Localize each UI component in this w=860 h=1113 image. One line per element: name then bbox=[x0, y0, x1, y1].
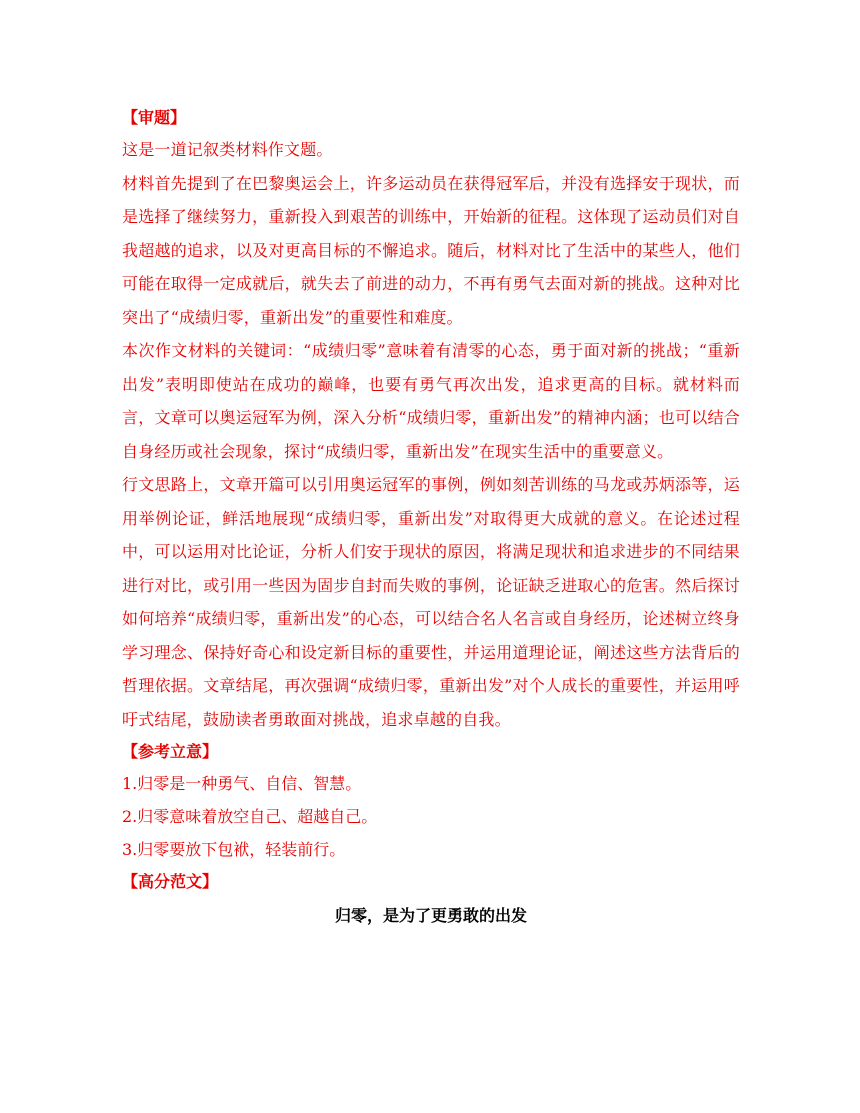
sample-heading: 【高分范文】 bbox=[122, 872, 219, 891]
reference-point-2: 2.归零意味着放空自己、超越自己。 bbox=[122, 807, 378, 826]
reference-point-3: 3.归零要放下包袱，轻装前行。 bbox=[122, 840, 346, 859]
review-keywords-paragraph: 本次作文材料的关键词：“成绩归零”意味着有清零的心态，勇于面对新的挑战；“重新出发”表明即使站在成功的巅峰，也要有勇气再次出发，追求更高的目标。就材料而言，文章可以奥运冠军为例，深入分析“成绩归零，重新出发”的精神内涵；也可以结合自身经历或社会现象，探讨“成绩归零，重新出发”在现实生活中的重要意义。 bbox=[122, 341, 740, 461]
review-material-paragraph: 材料首先提到了在巴黎奥运会上，许多运动员在获得冠军后，并没有选择安于现状，而是选择了继续努力，重新投入到艰苦的训练中，开始新的征程。这体现了运动员们对自我超越的追求，以及对更高目标的不懈追求。随后，材料对比了生活中的某些人，他们可能在取得一定成就后，就失去了前进的动力，不再有勇气去面对新的挑战。这种对比突出了“成绩归零，重新出发”的重要性和难度。 bbox=[122, 173, 740, 327]
document-page bbox=[122, 102, 740, 933]
reference-heading: 【参考立意】 bbox=[122, 742, 219, 761]
review-intro-paragraph: 这是一道记叙类材料作文题。 bbox=[122, 140, 333, 159]
reference-point-1: 1.归零是一种勇气、自信、智慧。 bbox=[122, 774, 362, 793]
review-heading: 【审题】 bbox=[122, 108, 187, 127]
review-structure-paragraph: 行文思路上，文章开篇可以引用奥运冠军的事例，例如刻苦训练的马龙或苏炳添等，运用举例论证，鲜活地展现“成绩归零，重新出发”对取得更大成就的意义。在论述过程中，可以运用对比论证，分析人们安于现状的原因，将满足现状和追求进步的不同结果进行对比，或引用一些因为固步自封而失败的事例，论证缺乏进取心的危害。然后探讨如何培养“成绩归零，重新出发”的心态，可以结合名人名言或自身经历，论述树立终身学习理念、保持好奇心和设定新目标的重要性，并运用道理论证，阐述这些方法背后的哲理依据。文章结尾，再次强调“成绩归零，重新出发”对个人成长的重要性，并运用呼吁式结尾，鼓励读者勇敢面对挑战，追求卓越的自我。 bbox=[122, 475, 740, 729]
essay-title: 归零，是为了更勇敢的出发 bbox=[334, 906, 527, 925]
